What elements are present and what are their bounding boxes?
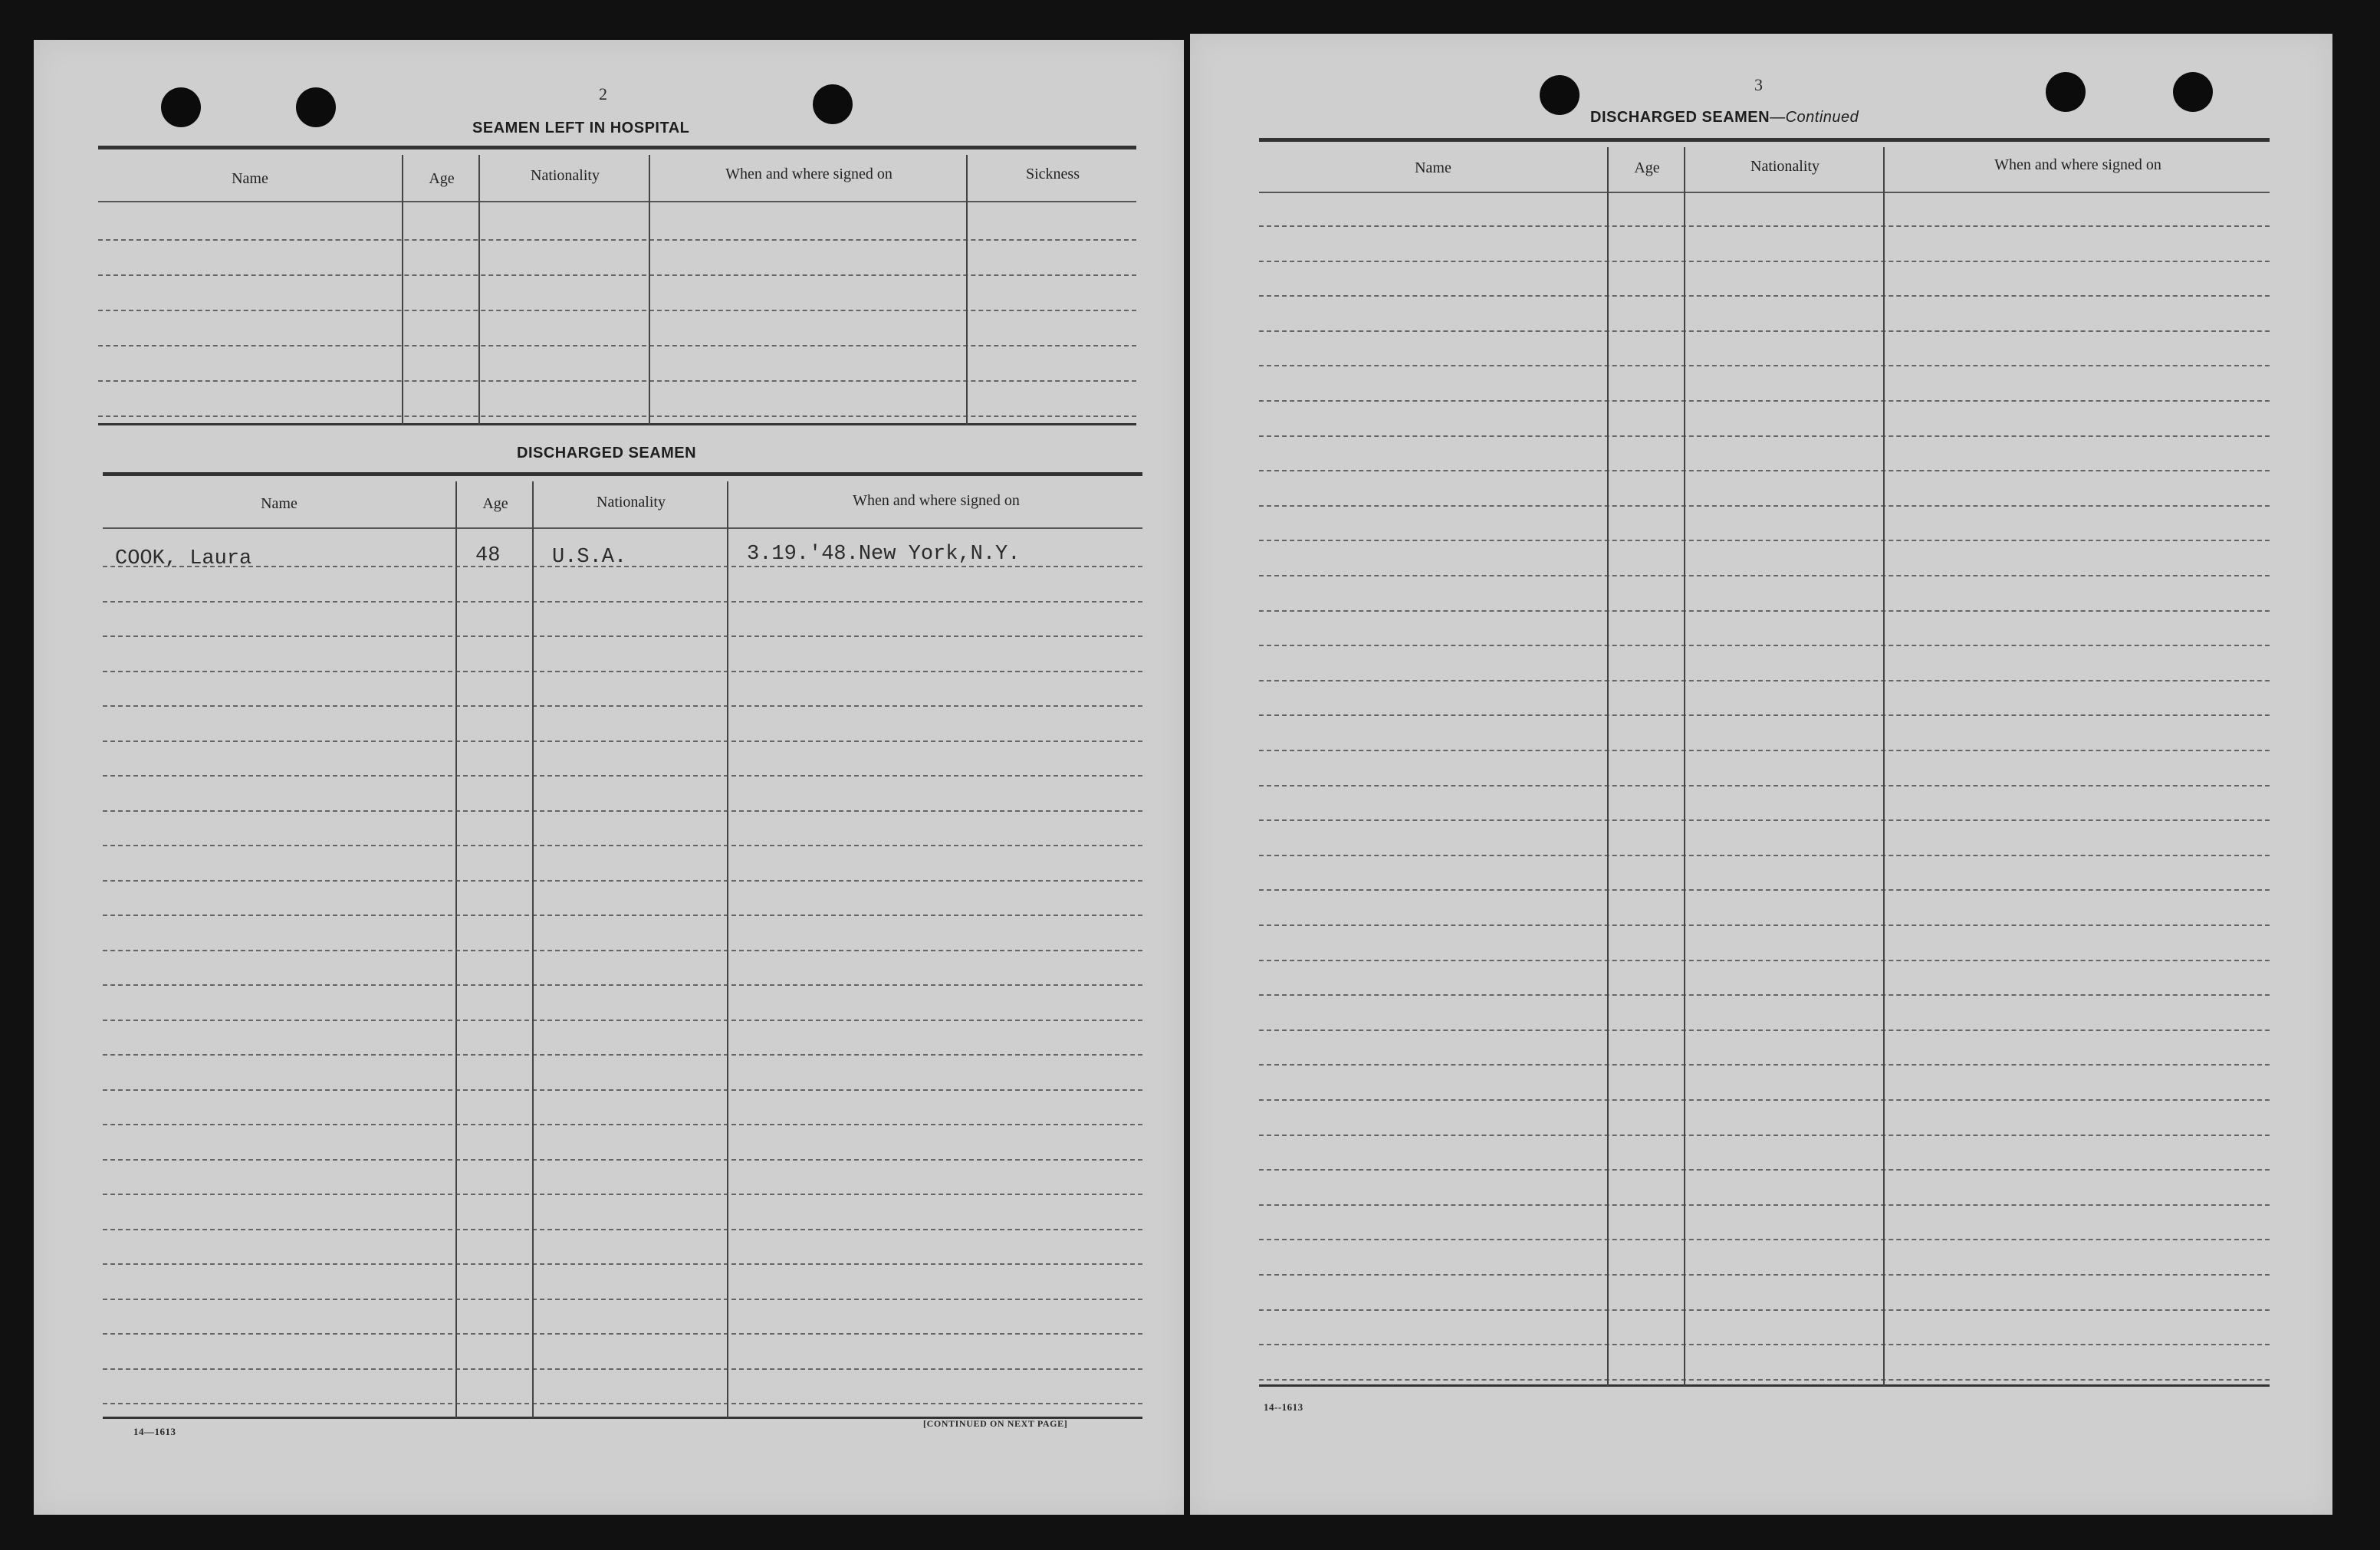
row-line (98, 415, 1136, 417)
row-line (1259, 261, 2270, 262)
seaman-name: COOK, Laura (115, 547, 252, 570)
row-line (103, 566, 1142, 567)
row-line (103, 705, 1142, 707)
row-line (1259, 1344, 2270, 1345)
row-line (1259, 1204, 2270, 1206)
row-line (1259, 714, 2270, 716)
table-bottom-rule (98, 423, 1136, 425)
row-line (1259, 470, 2270, 471)
row-line (1259, 1169, 2270, 1171)
row-line (1259, 435, 2270, 437)
row-line (103, 1159, 1142, 1161)
punch-hole (161, 87, 201, 127)
row-line (1259, 994, 2270, 996)
column-divider (727, 481, 728, 1418)
row-line (103, 984, 1142, 986)
row-line (103, 741, 1142, 742)
column-divider (455, 481, 457, 1418)
hospital-header-name: Name (232, 170, 268, 187)
row-line (98, 345, 1136, 346)
discharged-continued-title (1590, 109, 1859, 126)
row-line (103, 1403, 1142, 1404)
column-divider (532, 481, 534, 1418)
row-line (103, 775, 1142, 777)
discharged-section-title: DISCHARGED SEAMEN (517, 445, 697, 461)
right-header-signed-on: When and where signed on (1994, 156, 2161, 173)
column-divider (478, 155, 480, 425)
header-underline (103, 527, 1142, 529)
row-line (1259, 1239, 2270, 1240)
table-top-rule (103, 472, 1142, 476)
hospital-section-title: SEAMEN LEFT IN HOSPITAL (472, 120, 690, 136)
row-line (1259, 1309, 2270, 1311)
row-line (103, 1229, 1142, 1230)
discharged-header-nationality: Nationality (597, 494, 666, 511)
row-line (103, 1194, 1142, 1195)
row-line (1259, 960, 2270, 961)
row-line (1259, 400, 2270, 402)
row-line (1259, 365, 2270, 366)
page-number: 2 (599, 84, 607, 103)
row-line (103, 1263, 1142, 1265)
discharged-header-signed-on: When and where signed on (853, 492, 1020, 509)
column-divider (1684, 147, 1685, 1386)
continued-note: [CONTINUED ON NEXT PAGE] (923, 1418, 1068, 1429)
row-line (1259, 785, 2270, 786)
right-page (1190, 34, 2332, 1515)
seaman-signed-on: 3.19.'48.New York,N.Y. (747, 543, 1021, 566)
hospital-header-age: Age (429, 170, 455, 187)
row-line (1259, 225, 2270, 227)
row-line (103, 635, 1142, 637)
hospital-header-sickness: Sickness (1026, 166, 1080, 182)
row-line (98, 274, 1136, 276)
row-line (1259, 540, 2270, 541)
punch-hole (1540, 75, 1580, 115)
row-line (1259, 1064, 2270, 1066)
row-line (98, 310, 1136, 311)
discharged-header-name: Name (261, 495, 298, 512)
row-line (98, 380, 1136, 382)
row-line (103, 1368, 1142, 1370)
row-line (1259, 505, 2270, 507)
row-line (1259, 1099, 2270, 1101)
column-divider (402, 155, 403, 425)
right-header-age: Age (1634, 159, 1660, 176)
row-line (103, 810, 1142, 812)
row-line (1259, 855, 2270, 856)
row-line (103, 880, 1142, 882)
title-continued: —Continued (1770, 109, 1859, 126)
seaman-age: 48 (475, 544, 501, 567)
column-divider (649, 155, 650, 425)
left-page (34, 40, 1184, 1515)
row-line (98, 239, 1136, 241)
row-line (103, 1299, 1142, 1300)
header-underline (98, 201, 1136, 202)
row-line (103, 1333, 1142, 1335)
row-line (103, 1124, 1142, 1125)
row-line (1259, 889, 2270, 891)
hospital-header-nationality: Nationality (531, 167, 600, 184)
row-line (1259, 610, 2270, 612)
right-header-name: Name (1415, 159, 1451, 176)
row-line (1259, 1379, 2270, 1381)
row-line (1259, 1030, 2270, 1031)
row-line (103, 1020, 1142, 1021)
row-line (1259, 1135, 2270, 1136)
right-header-nationality: Nationality (1750, 158, 1820, 175)
row-line (103, 915, 1142, 916)
column-divider (966, 155, 968, 425)
table-top-rule (98, 146, 1136, 149)
punch-hole (2046, 72, 2086, 112)
row-line (1259, 575, 2270, 576)
form-number: 14—1613 (133, 1426, 176, 1437)
row-line (1259, 819, 2270, 821)
row-line (1259, 330, 2270, 332)
row-line (103, 1054, 1142, 1056)
title-text: DISCHARGED SEAMEN (1590, 109, 1770, 126)
row-line (103, 671, 1142, 672)
row-line (1259, 1274, 2270, 1276)
table-bottom-rule (1259, 1384, 2270, 1387)
row-line (1259, 750, 2270, 751)
column-divider (1607, 147, 1609, 1386)
row-line (103, 1089, 1142, 1091)
table-top-rule (1259, 138, 2270, 142)
hospital-header-signed-on: When and where signed on (725, 166, 893, 182)
discharged-header-age: Age (482, 495, 508, 512)
row-line (103, 845, 1142, 846)
form-number: 14--1613 (1264, 1401, 1303, 1413)
row-line (1259, 645, 2270, 646)
column-divider (1883, 147, 1885, 1386)
page-number: 3 (1754, 75, 1763, 94)
row-line (1259, 295, 2270, 297)
punch-hole (813, 84, 853, 124)
row-line (103, 601, 1142, 603)
seaman-nationality: U.S.A. (552, 546, 627, 569)
row-line (1259, 924, 2270, 926)
header-underline (1259, 192, 2270, 193)
row-line (103, 950, 1142, 951)
punch-hole (296, 87, 336, 127)
punch-hole (2173, 72, 2213, 112)
row-line (1259, 680, 2270, 681)
